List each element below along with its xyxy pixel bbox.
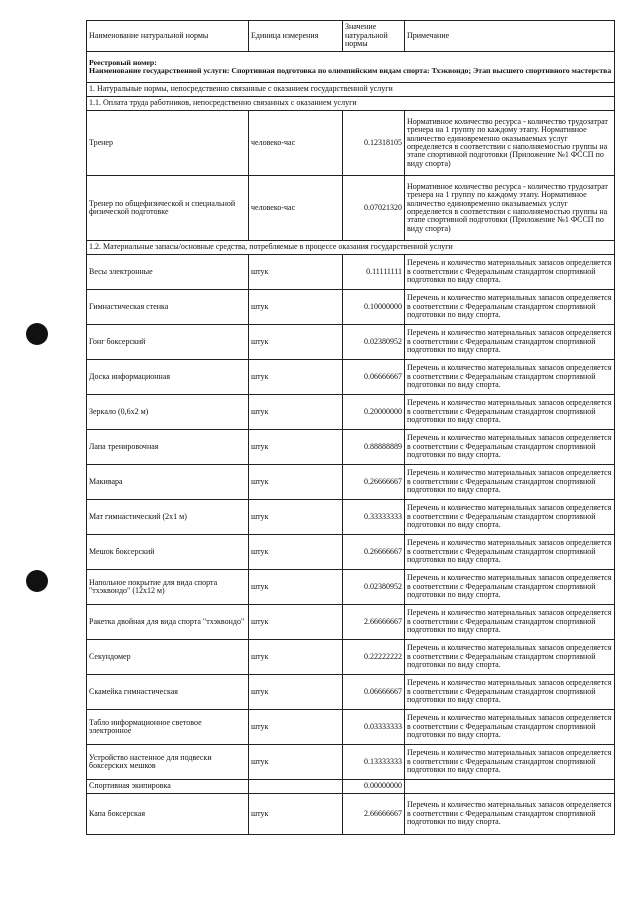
item-name: Гимнастическая стенка [87, 290, 249, 325]
item-value: 0.03333333 [343, 710, 405, 745]
item-note: Перечень и количество материальных запасов определяется в соответствии с Федеральным стандартом спортивной подготовки по виду спорта. [405, 640, 615, 675]
item-value: 0.33333333 [343, 500, 405, 535]
item-name: Спортивная экипировка [87, 780, 249, 794]
item-value: 0.06666667 [343, 360, 405, 395]
table-row [87, 111, 615, 176]
registry-row [87, 52, 615, 83]
subsection-title-labor: 1.1. Оплата труда работников, непосредственно связанных с оказанием услуги [87, 97, 615, 111]
item-note: Перечень и количество материальных запасов определяется в соответствии с Федеральным стандартом спортивной подготовки по виду спорта. [405, 710, 615, 745]
item-note: Перечень и количество материальных запасов определяется в соответствии с Федеральным стандартом спортивной подготовки по виду спорта. [405, 535, 615, 570]
subsection-row [87, 241, 615, 255]
item-unit: штук [249, 710, 343, 745]
service-name: Наименование государственной услуги: Спортивная подготовка по олимпийским видам спорта: Тхэквондо; Этап высшего спортивного мастерства [89, 66, 612, 75]
item-name: Капа боксерская [87, 794, 249, 835]
header-row [87, 21, 615, 52]
item-name: Тренер [87, 111, 249, 176]
table-row [87, 395, 615, 430]
item-name: Мешок боксерский [87, 535, 249, 570]
item-name: Ракетка двойная для вида спорта "тхэквондо" [87, 605, 249, 640]
item-note: Перечень и количество материальных запасов определяется в соответствии с Федеральным стандартом спортивной подготовки по виду спорта. [405, 465, 615, 500]
table-row [87, 500, 615, 535]
item-value: 0.26666667 [343, 465, 405, 500]
header-name: Наименование натуральной нормы [87, 21, 249, 52]
item-note: Перечень и количество материальных запасов определяется в соответствии с Федеральным стандартом спортивной подготовки по виду спорта. [405, 500, 615, 535]
table-row [87, 465, 615, 500]
item-value: 0.02380952 [343, 325, 405, 360]
item-value: 0.02380952 [343, 570, 405, 605]
item-unit: штук [249, 290, 343, 325]
item-name: Мат гимнастический (2х1 м) [87, 500, 249, 535]
section-row [87, 83, 615, 97]
item-note: Нормативное количество ресурса - количество трудозатрат тренера на 1 группу по каждому этапу. Нормативное количество единовременно оказываемых услуг определяется в соответствии с наполняемостью группы на этапе спортивной подготовки (Приложение №1 ФССП по виду спорта) [405, 176, 615, 241]
item-value: 2.66666667 [343, 794, 405, 835]
item-value: 0.13333333 [343, 745, 405, 780]
item-note: Перечень и количество материальных запасов определяется в соответствии с Федеральным стандартом спортивной подготовки по виду спорта. [405, 675, 615, 710]
materials-list [87, 255, 615, 780]
table-row [87, 780, 615, 794]
punch-hole-top [26, 323, 48, 345]
item-note: Перечень и количество материальных запасов определяется в соответствии с Федеральным стандартом спортивной подготовки по виду спорта. [405, 745, 615, 780]
item-unit: штук [249, 794, 343, 835]
header-unit: Единица измерения [249, 21, 343, 52]
item-value: 0.88888889 [343, 430, 405, 465]
item-name: Устройство настенное для подвески боксерских мешков [87, 745, 249, 780]
item-name: Весы электронные [87, 255, 249, 290]
header-note: Примечание [405, 21, 615, 52]
item-unit: штук [249, 675, 343, 710]
item-unit: человеко-час [249, 111, 343, 176]
subsection-row [87, 97, 615, 111]
registry-number: Реестровый номер: [89, 57, 157, 67]
item-value: 0.20000000 [343, 395, 405, 430]
table-row [87, 360, 615, 395]
item-name: Тренер по общефизической и специальной физической подготовке [87, 176, 249, 241]
item-name: Макивара [87, 465, 249, 500]
item-note: Перечень и количество материальных запасов определяется в соответствии с Федеральным стандартом спортивной подготовки по виду спорта. [405, 395, 615, 430]
item-unit: штук [249, 325, 343, 360]
table-row [87, 605, 615, 640]
table-row [87, 570, 615, 605]
item-name: Лапа тренировочная [87, 430, 249, 465]
subsection-title-materials: 1.2. Материальные запасы/основные средства, потребляемые в процессе оказания государственной услуги [87, 241, 615, 255]
item-note: Перечень и количество материальных запасов определяется в соответствии с Федеральным стандартом спортивной подготовки по виду спорта. [405, 794, 615, 835]
table-row [87, 640, 615, 675]
item-value: 0.11111111 [343, 255, 405, 290]
item-unit: штук [249, 500, 343, 535]
item-value: 0.06666667 [343, 675, 405, 710]
table-row [87, 325, 615, 360]
item-value: 0.22222222 [343, 640, 405, 675]
item-unit: штук [249, 395, 343, 430]
item-note [405, 780, 615, 794]
item-note: Нормативное количество ресурса - количество трудозатрат тренера на 1 группу по каждому этапу. Нормативное количество единовременно оказываемых услуг определяется в соответствии с наполняемостью группы на этапе спортивной подготовки (Приложение №1 ФССП по виду спорта) [405, 111, 615, 176]
table-row [87, 745, 615, 780]
item-unit: штук [249, 255, 343, 290]
item-value: 0.12318105 [343, 111, 405, 176]
item-note: Перечень и количество материальных запасов определяется в соответствии с Федеральным стандартом спортивной подготовки по виду спорта. [405, 430, 615, 465]
table-row [87, 255, 615, 290]
item-unit: штук [249, 745, 343, 780]
item-unit: штук [249, 360, 343, 395]
item-value: 0.10000000 [343, 290, 405, 325]
table-row [87, 794, 615, 835]
item-value: 0.00000000 [343, 780, 405, 794]
item-unit [249, 780, 343, 794]
item-name: Напольное покрытие для вида спорта "тхэквондо" (12х12 м) [87, 570, 249, 605]
item-name: Табло информационное световое электронное [87, 710, 249, 745]
item-name: Доска информационная [87, 360, 249, 395]
table-row [87, 710, 615, 745]
item-note: Перечень и количество материальных запасов определяется в соответствии с Федеральным стандартом спортивной подготовки по виду спорта. [405, 255, 615, 290]
item-unit: штук [249, 570, 343, 605]
table-row [87, 176, 615, 241]
item-unit: штук [249, 605, 343, 640]
registry-cell [87, 52, 615, 83]
item-unit: штук [249, 465, 343, 500]
table-row [87, 290, 615, 325]
item-name: Зеркало (0,6х2 м) [87, 395, 249, 430]
item-value: 2.66666667 [343, 605, 405, 640]
header-value: Значение натуральной нормы [343, 21, 405, 52]
table-row [87, 535, 615, 570]
item-value: 0.07021320 [343, 176, 405, 241]
item-note: Перечень и количество материальных запасов определяется в соответствии с Федеральным стандартом спортивной подготовки по виду спорта. [405, 290, 615, 325]
item-name: Секундомер [87, 640, 249, 675]
item-note: Перечень и количество материальных запасов определяется в соответствии с Федеральным стандартом спортивной подготовки по виду спорта. [405, 360, 615, 395]
item-note: Перечень и количество материальных запасов определяется в соответствии с Федеральным стандартом спортивной подготовки по виду спорта. [405, 570, 615, 605]
table-row [87, 430, 615, 465]
item-unit: штук [249, 640, 343, 675]
section-title: 1. Натуральные нормы, непосредственно связанные с оказанием государственной услуги [87, 83, 615, 97]
item-unit: штук [249, 535, 343, 570]
item-name: Скамейка гимнастическая [87, 675, 249, 710]
table-row [87, 675, 615, 710]
item-unit: штук [249, 430, 343, 465]
item-note: Перечень и количество материальных запасов определяется в соответствии с Федеральным стандартом спортивной подготовки по виду спорта. [405, 325, 615, 360]
item-name: Гонг боксерский [87, 325, 249, 360]
item-note: Перечень и количество материальных запасов определяется в соответствии с Федеральным стандартом спортивной подготовки по виду спорта. [405, 605, 615, 640]
punch-hole-bottom [26, 570, 48, 592]
item-unit: человеко-час [249, 176, 343, 241]
norms-table [86, 20, 615, 835]
item-value: 0.26666667 [343, 535, 405, 570]
